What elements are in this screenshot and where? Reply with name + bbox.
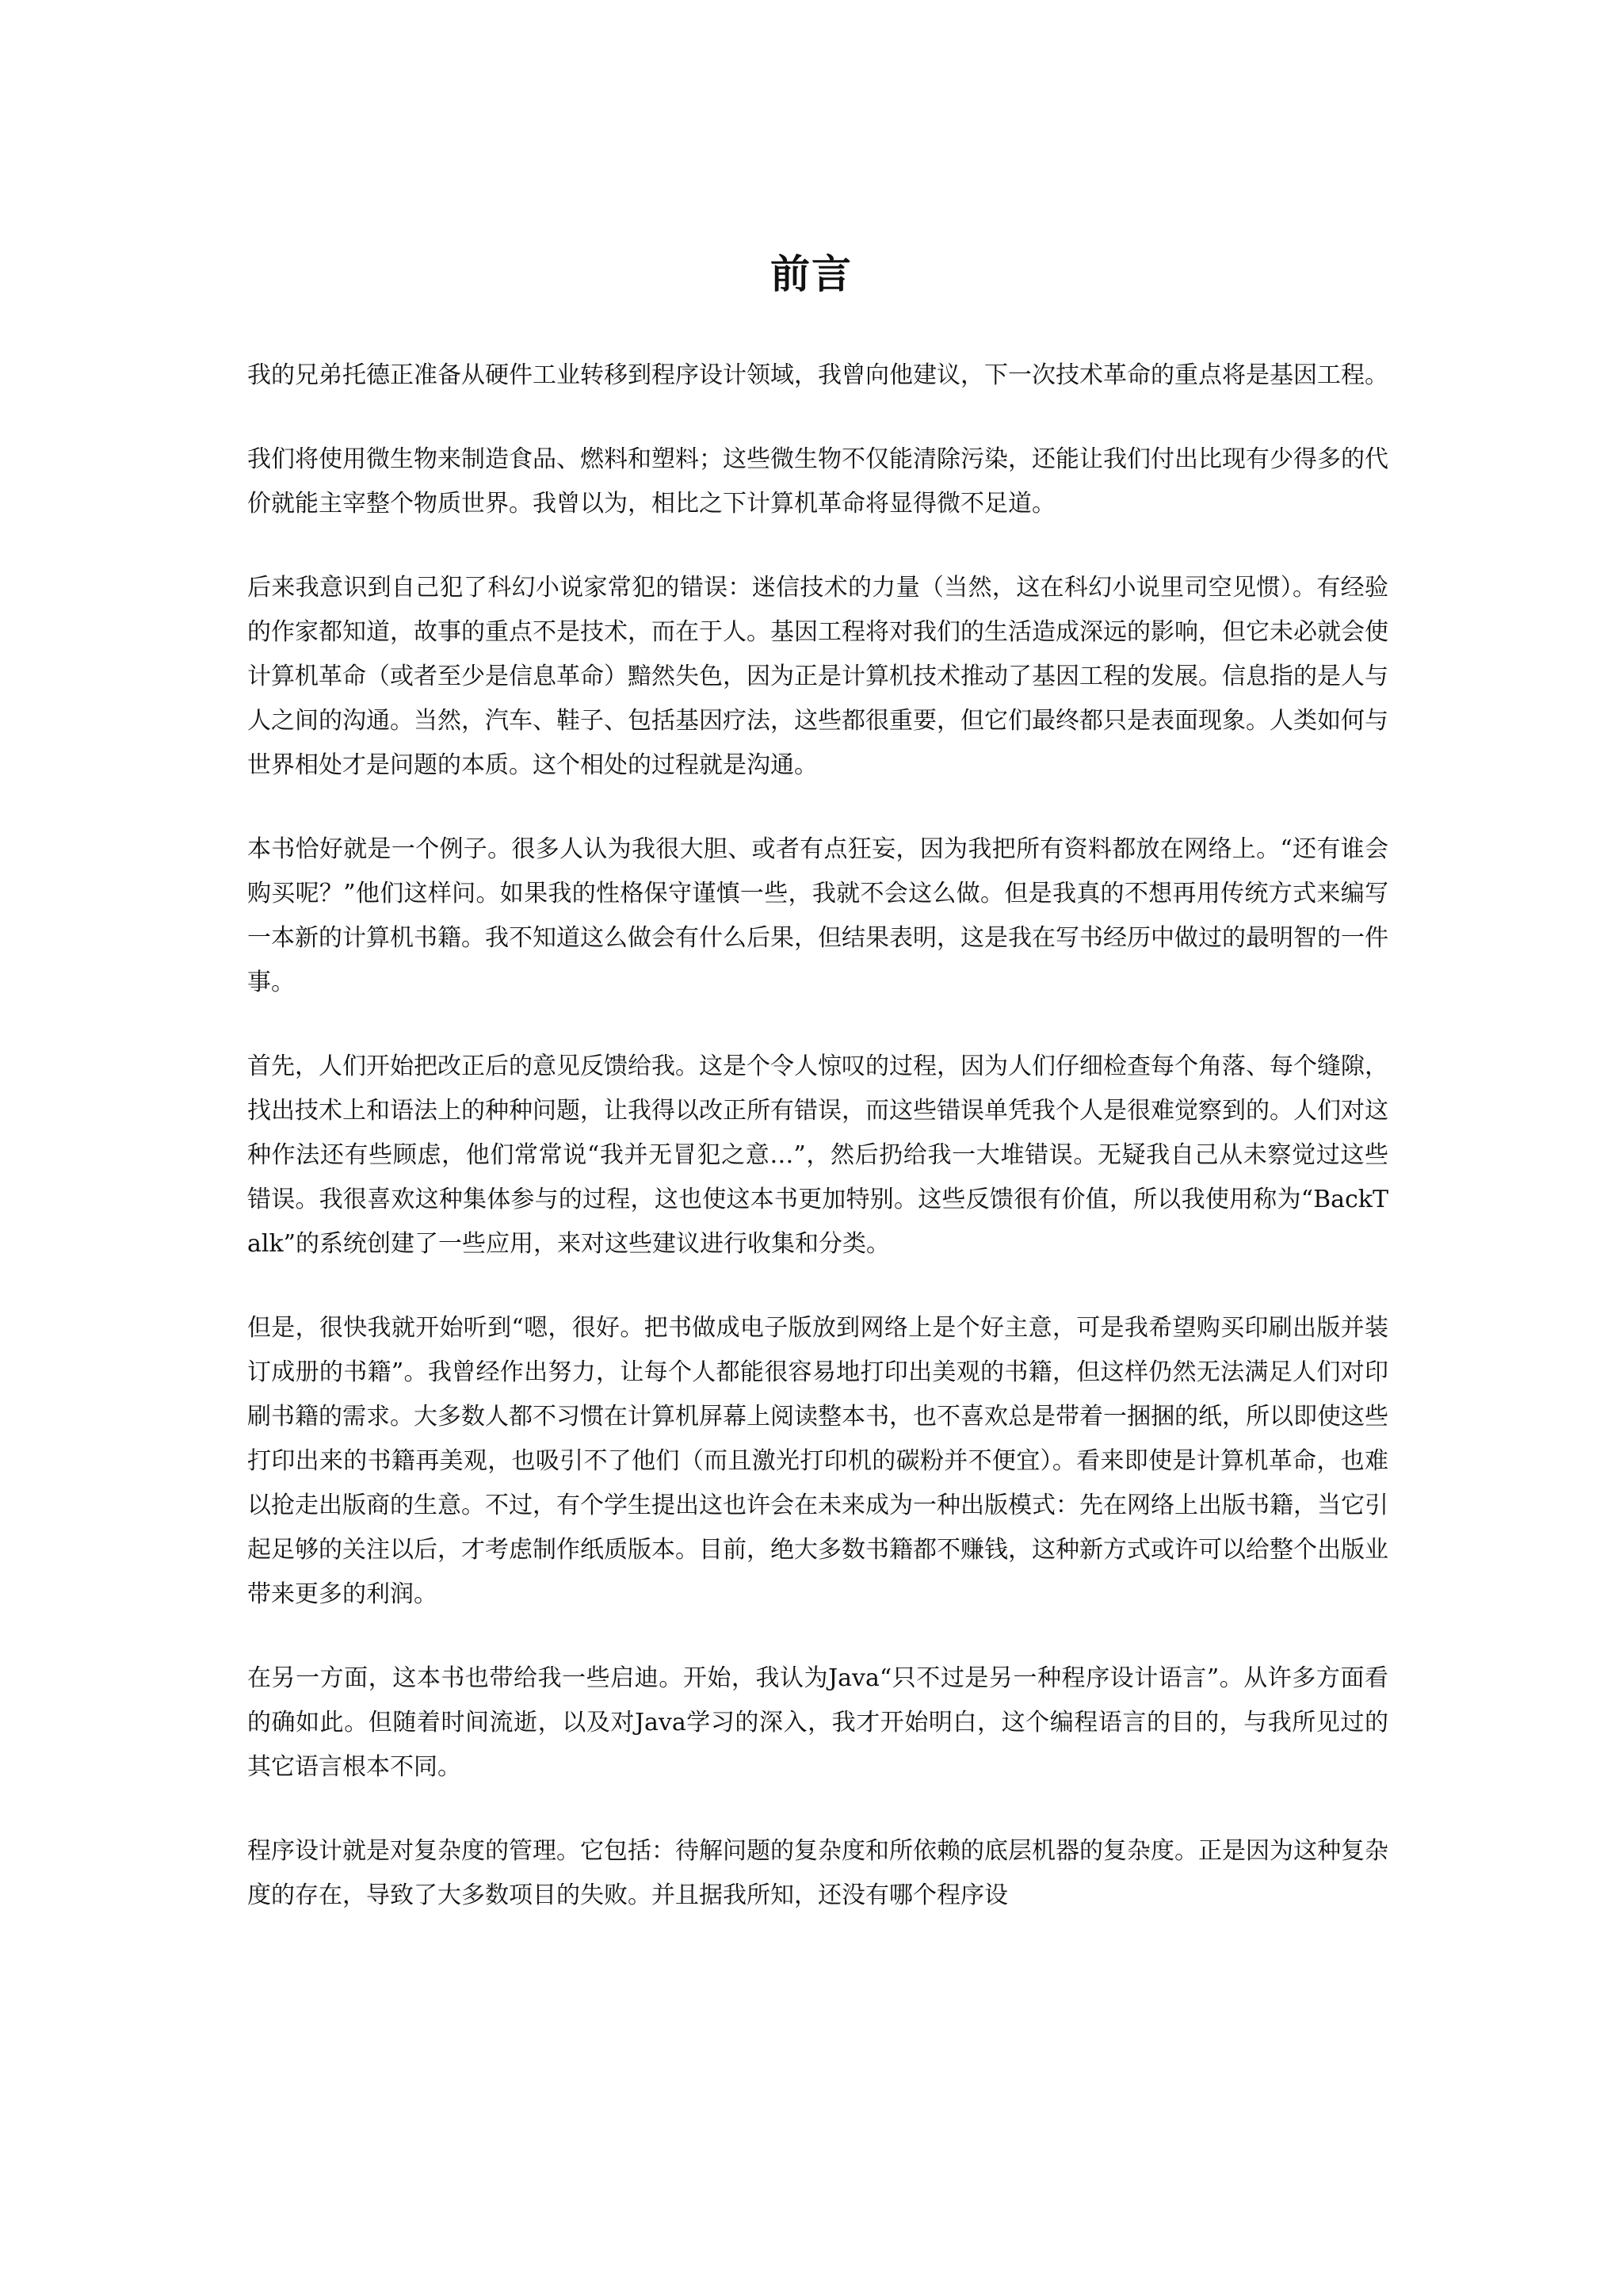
paragraph-8: 程序设计就是对复杂度的管理。它包括：待解问题的复杂度和所依赖的底层机器的复杂度。正是因为这种复杂度的存在，导致了大多数项目的失败。并且据我所知，还没有哪个程序设 [247,1837,1388,1909]
paragraph-4: 本书恰好就是一个例子。很多人认为我很大胆、或者有点狂妄，因为我把所有资料都放在网络上。“还有谁会购买呢？”他们这样问。如果我的性格保守谨慎一些，我就不会这么做。但是我真的不想再用传统方式来编写一本新的计算机书籍。我不知道这么做会有什么后果，但结果表明，这是我在写书经历中做过的最明智的一件事。 [247,835,1388,996]
paragraph-5: 首先，人们开始把改正后的意见反馈给我。这是个令人惊叹的过程，因为人们仔细检查每个角落、每个缝隙，找出技术上和语法上的种种问题，让我得以改正所有错误，而这些错误单凭我个人是很难觉察到的。人们对这种作法还有些顾虑，他们常常说“我并无冒犯之意…”，然后扔给我一大堆错误。无疑我自己从未察觉过这些错误。我很喜欢这种集体参与的过程，这也使这本书更加特别。这些反馈很有价值，所以我使用称为“BackTalk”的系统创建了一些应用，来对这些建议进行收集和分类。 [247,1052,1388,1258]
document-body [247,353,1388,1958]
paragraph-6: 但是，很快我就开始听到“嗯，很好。把书做成电子版放到网络上是个好主意，可是我希望购买印刷出版并装订成册的书籍”。我曾经作出努力，让每个人都能很容易地打印出美观的书籍，但这样仍然无法满足人们对印刷书籍的需求。大多数人都不习惯在计算机屏幕上阅读整本书，也不喜欢总是带着一捆捆的纸，所以即使这些打印出来的书籍再美观，也吸引不了他们（而且激光打印机的碳粉并不便宜）。看来即使是计算机革命，也难以抢走出版商的生意。不过，有个学生提出这也许会在未来成为一种出版模式：先在网络上出版书籍，当它引起足够的关注以后，才考虑制作纸质版本。目前，绝大多数书籍都不赚钱，这种新方式或许可以给整个出版业带来更多的利润。 [247,1314,1388,1608]
paragraph-7: 在另一方面，这本书也带给我一些启迪。开始，我认为Java“只不过是另一种程序设计语言”。从许多方面看的确如此。但随着时间流逝，以及对Java学习的深入，我才开始明白，这个编程语言的目的，与我所见过的其它语言根本不同。 [247,1664,1388,1781]
paragraph-3: 后来我意识到自己犯了科幻小说家常犯的错误：迷信技术的力量（当然，这在科幻小说里司空见惯）。有经验的作家都知道，故事的重点不是技术，而在于人。基因工程将对我们的生活造成深远的影响，但它未必就会使计算机革命（或者至少是信息革命）黯然失色，因为正是计算机技术推动了基因工程的发展。信息指的是人与人之间的沟通。当然，汽车、鞋子、包括基因疗法，这些都很重要，但它们最终都只是表面现象。人类如何与世界相处才是问题的本质。这个相处的过程就是沟通。 [247,574,1388,779]
paragraph-1: 我的兄弟托德正准备从硬件工业转移到程序设计领域，我曾向他建议，下一次技术革命的重点将是基因工程。 [247,361,1388,389]
page-title: 前言 [770,250,853,297]
paragraph-2: 我们将使用微生物来制造食品、燃料和塑料；这些微生物不仅能清除污染，还能让我们付出比现有少得多的代价就能主宰整个物质世界。我曾以为，相比之下计算机革命将显得微不足道。 [247,445,1388,518]
